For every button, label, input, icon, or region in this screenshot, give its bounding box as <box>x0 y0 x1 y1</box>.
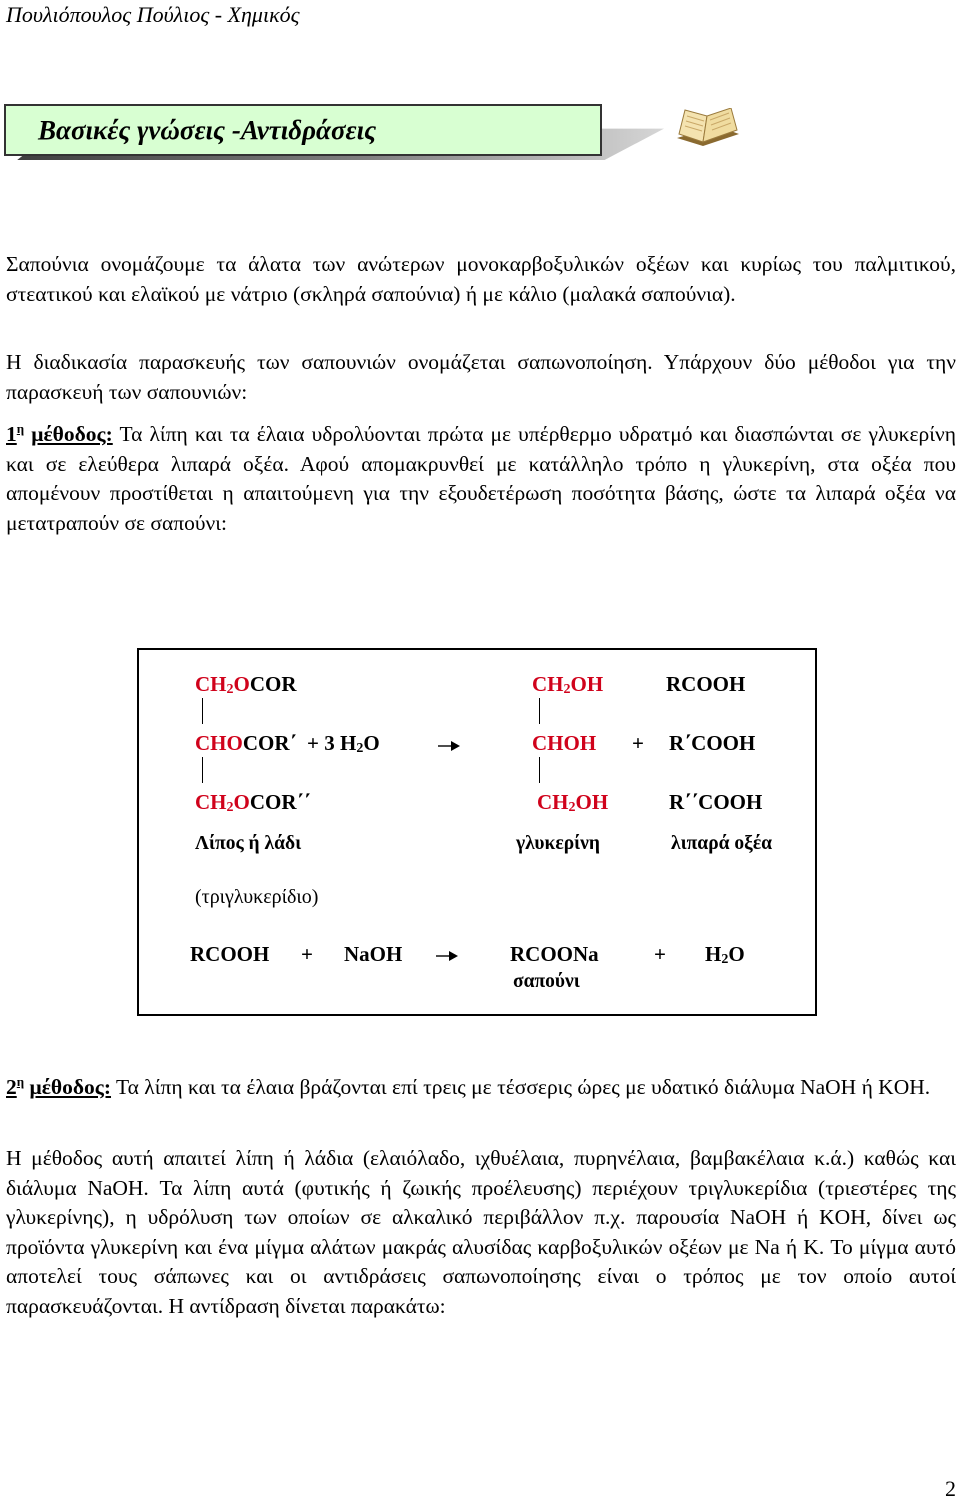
reactant-row-3: $CH_2OCOR΄΄$ <box>195 790 311 815</box>
reactant-row-1: $CH_2OCOR$ <box>195 672 297 697</box>
neutralization-acid: RCOOH <box>190 942 270 966</box>
method-2-paragraph <box>6 1073 956 1103</box>
open-book-icon <box>673 108 745 152</box>
label-fatty-acids: λιπαρά οξέα <box>671 833 773 854</box>
label-fat: Λίπος ή λάδι <box>195 833 302 854</box>
plus-sign: + <box>632 731 644 755</box>
method-2-number: 2 <box>6 1075 17 1099</box>
reaction-box <box>137 648 817 1016</box>
method-2-label: μέθοδος: <box>29 1075 112 1099</box>
acid-row-2: R΄COOH <box>669 731 756 755</box>
reactant-row-2: CHOCOR΄ + 3 $H_2O$ <box>195 731 380 756</box>
method-1-paragraph <box>6 420 956 538</box>
intro-paragraph-2: Η διαδικασία παρασκευής των σαπουνιών ονομάζεται σαπωνοποίηση. Υπάρχουν δύο μέθοδοι για την παρασκευή των σαπουνιών: <box>6 350 956 404</box>
neutralization-plus-2: + <box>654 942 666 966</box>
label-soap: σαπούνι <box>513 971 580 992</box>
bond-line <box>539 757 540 783</box>
neutralization-salt: RCOONa <box>510 942 599 966</box>
method-1-text: Τα λίπη και τα έλαια υδρολύονται πρώτα με υπέρθερμο υδρατμό και διασπώνται σε γλυκερίνη και σε ελεύθερα λιπαρά οξέα. Αφού απομακρυνθεί με κατάλληλο τρόπο η γλυκερίνη, στα οξέα που απομένουν προστίθεται η απαιτούμενη για την εξουδετέρωση ποσότητα βάσης, ώστε τα λιπαρά οξέα να μετατραπούν σε σαπούνι: <box>6 422 956 535</box>
method-1-label: μέθοδος: <box>31 422 113 446</box>
section-title: Βασικές γνώσεις -Αντιδράσεις <box>38 114 377 145</box>
bond-line <box>202 698 203 724</box>
product-row-3: $CH_2OH$ <box>537 790 609 815</box>
method-2-text: Τα λίπη και τα έλαια βράζονται επί τρεις με τέσσερις ώρες με υδατικό διάλυμα NaOH ή KOH. <box>111 1075 931 1099</box>
method-2-ordinal: η <box>16 1074 25 1089</box>
neutralization-base: NaOH <box>344 942 403 966</box>
bond-line <box>202 757 203 783</box>
outro-paragraph: Η μέθοδος αυτή απαιτεί λίπη ή λάδια (ελαιόλαδο, ιχθυέλαια, πυρηνέλαια, βαμβακέλαια κ.ά.) καθώς και διάλυμα NaOH. Τα λίπη αυτά (φυτικής ή ζωικής προέλευσης) περιέχουν τριγλυκερίδια (τριεστέρες της γλυκερίνης), η υδρόλυση των οποίων σε αλκαλικό περιβάλλον π.χ. παρουσία NaOH ή KOH, δίνει ως προϊόντα γλυκερίνη και ένα μίγμα αλάτων μακράς αλυσίδας καρβοξυλικών οξέων με Na ή K. Το μίγμα αυτό αποτελεί τους σάπωνες και οι αντιδράσεις σαπωνοποίησης είναι ο τρόπος με τον οποίο αυτοί παρασκευάζονται. Η αντίδραση δίνεται παρακάτω: <box>6 1146 956 1318</box>
product-row-1: $CH_2OH$ <box>532 672 604 697</box>
acid-row-1: RCOOH <box>666 672 746 696</box>
header-author: Πουλιόπουλος Πούλιος - Χημικός <box>6 2 300 27</box>
acid-row-3: R΄΄COOH <box>669 790 763 814</box>
right-arrow-icon <box>435 949 459 963</box>
title-box <box>4 104 602 156</box>
label-triglyceride: (τριγλυκερίδιο) <box>195 886 319 908</box>
label-glycerin: γλυκερίνη <box>516 833 600 854</box>
method-1-ordinal: η <box>16 421 25 436</box>
product-row-2: CHOH <box>532 731 597 755</box>
intro-paragraph-1: Σαπούνια ονομάζουμε τα άλατα των ανώτερων μονοκαρβοξυλικών οξέων και κυρίως του παλμιτικού, στεατικού και ελαϊκού με νάτριο (σκληρά σαπούνια) ή με κάλιο (μαλακά σαπούνια). <box>6 252 956 306</box>
neutralization-plus-1: + <box>301 942 313 966</box>
method-1-number: 1 <box>6 422 17 446</box>
neutralization-water: $H_2O$ <box>705 942 745 967</box>
right-arrow-icon <box>437 739 461 753</box>
bond-line <box>539 698 540 724</box>
section-title-banner <box>4 104 664 184</box>
page-number: 2 <box>945 1476 956 1501</box>
